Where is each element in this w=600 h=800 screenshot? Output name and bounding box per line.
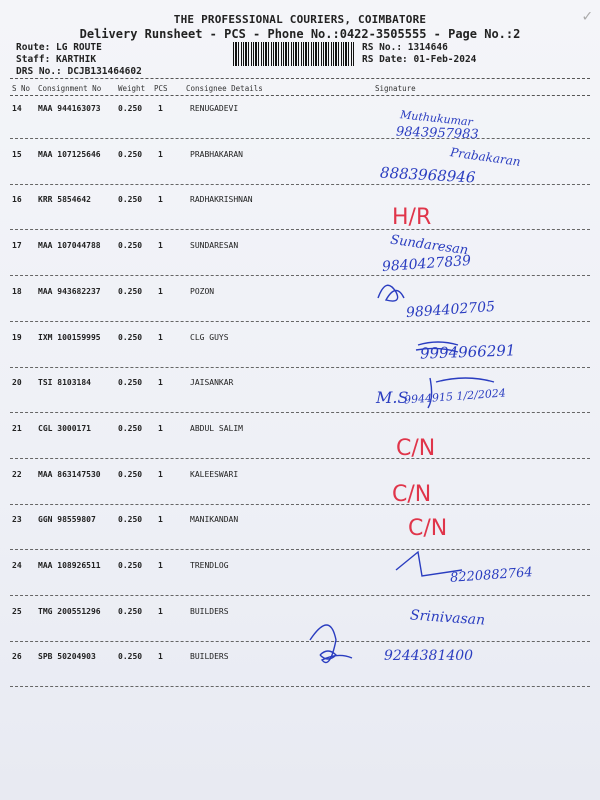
row-divider <box>10 686 590 687</box>
handwritten-signature: C/N <box>392 482 432 507</box>
row-consignee: RADHAKRISHNAN <box>190 195 253 205</box>
row-pcs: 1 <box>158 469 163 479</box>
row-consignee: CLG GUYS <box>190 332 229 342</box>
row-consignment-no: MAA 863147530 <box>38 469 101 479</box>
row-sno: 17 <box>12 241 22 251</box>
row-consignment-no: KRR 5854642 <box>38 195 91 205</box>
handwritten-signature: Prabakaran <box>449 145 522 169</box>
staff-label: Staff: KARTHIK <box>16 54 97 65</box>
handwritten-signature: C/N <box>408 516 448 541</box>
row-pcs: 1 <box>158 515 163 525</box>
handwritten-signature: 9244381400 <box>384 648 474 664</box>
row-weight: 0.250 <box>118 561 143 570</box>
row-sno: 20 <box>12 378 22 388</box>
col-signature: Signature <box>375 84 416 93</box>
row-consignment-no: CGL 3000171 <box>38 423 91 433</box>
row-weight: 0.250 <box>118 241 143 251</box>
runsheet-subtitle: Delivery Runsheet - PCS - Phone No.:0422-3505555 - Page No.:2 <box>79 27 521 41</box>
handwritten-signature: M.S <box>376 388 409 407</box>
row-sno: 23 <box>12 515 22 525</box>
row-consignment-no: IXM 100159995 <box>38 332 101 342</box>
row-consignment-no: MAA 108926511 <box>38 561 101 570</box>
row-sno: 14 <box>12 104 22 113</box>
row-consignee: BUILDERS <box>190 652 229 662</box>
col-consignee: Consignee Details <box>186 84 263 93</box>
row-sno: 16 <box>12 195 22 205</box>
handwritten-signature: Sundaresan <box>389 232 470 259</box>
row-consignment-no: TSI 8103184 <box>38 378 91 388</box>
row-consignment-no: MAA 107044788 <box>38 241 101 251</box>
row-consignee: RENUGADEVI <box>190 104 239 113</box>
row-consignment-no: MAA 107125646 <box>38 149 101 159</box>
row-consignee: JAISANKAR <box>190 378 234 388</box>
handwritten-signature: 9944915 1/2/2024 <box>403 386 507 407</box>
row-consignee: PRABHAKARAN <box>190 149 243 159</box>
row-sno: 22 <box>12 469 22 479</box>
company-title: THE PROFESSIONAL COURIERS, COIMBATORE <box>173 13 427 26</box>
row-weight: 0.250 <box>118 149 143 159</box>
row-consignee: BUILDERS <box>190 606 229 616</box>
table-row <box>0 460 600 506</box>
row-pcs: 1 <box>158 332 163 342</box>
row-consignee: SUNDARESAN <box>190 241 239 251</box>
row-pcs: 1 <box>158 104 163 113</box>
header-divider <box>10 78 590 79</box>
table-row <box>0 94 600 140</box>
table-row <box>0 505 600 551</box>
table-row <box>0 231 600 277</box>
row-pcs: 1 <box>158 149 163 159</box>
row-pcs: 1 <box>158 286 163 296</box>
row-consignment-no: SPB 50204903 <box>38 652 96 662</box>
row-consignment-no: MAA 944163073 <box>38 104 101 113</box>
handwritten-signature: 8220882764 <box>449 565 534 586</box>
handwritten-signature: 9894402705 <box>405 298 496 322</box>
drs-number: DRS No.: DCJB131464602 <box>16 66 142 77</box>
row-weight: 0.250 <box>118 104 143 113</box>
row-pcs: 1 <box>158 423 163 433</box>
table-row <box>0 185 600 231</box>
row-weight: 0.250 <box>118 515 143 525</box>
row-consignment-no: TMG 200551296 <box>38 606 101 616</box>
row-sno: 18 <box>12 286 22 296</box>
rs-number: RS No.: 1314646 <box>362 42 448 53</box>
col-consignment: Consignment No <box>38 84 102 93</box>
handwritten-signature: 9840427839 <box>381 252 472 276</box>
row-sno: 21 <box>12 423 22 433</box>
row-weight: 0.250 <box>118 378 143 388</box>
handwritten-signature: 9843957983 <box>395 124 479 143</box>
col-pcs: PCS <box>154 84 168 93</box>
row-weight: 0.250 <box>118 286 143 296</box>
col-sno: S No <box>12 84 31 93</box>
handwritten-signature: Muthukumar <box>399 108 474 129</box>
row-pcs: 1 <box>158 378 163 388</box>
row-weight: 0.250 <box>118 332 143 342</box>
route-label: Route: LG ROUTE <box>16 42 102 53</box>
corner-mark-icon: ✓ <box>582 6 592 25</box>
row-weight: 0.250 <box>118 606 143 616</box>
row-pcs: 1 <box>158 241 163 251</box>
row-consignment-no: MAA 943682237 <box>38 286 101 296</box>
row-sno: 25 <box>12 606 22 616</box>
table-row <box>0 642 600 688</box>
handwritten-signature: Srinivasan <box>409 607 486 629</box>
handwritten-signature: H/R <box>392 205 432 230</box>
row-pcs: 1 <box>158 561 163 570</box>
row-consignee: ABDUL SALIM <box>190 423 243 433</box>
row-weight: 0.250 <box>118 469 143 479</box>
handwritten-signature: 9994966291 <box>419 341 516 363</box>
row-pcs: 1 <box>158 195 163 205</box>
row-weight: 0.250 <box>118 423 143 433</box>
row-consignee: KALEESWARI <box>190 469 239 479</box>
row-sno: 26 <box>12 652 22 662</box>
row-pcs: 1 <box>158 606 163 616</box>
rs-date: RS Date: 01-Feb-2024 <box>362 54 477 65</box>
handwritten-signature: C/N <box>396 436 436 461</box>
row-consignee: POZON <box>190 286 215 296</box>
row-consignment-no: GGN 98559807 <box>38 515 96 525</box>
table-row <box>0 597 600 643</box>
row-sno: 15 <box>12 149 22 159</box>
table-row <box>0 368 600 414</box>
row-weight: 0.250 <box>118 195 143 205</box>
row-consignee: TRENDLOG <box>190 561 229 570</box>
col-weight: Weight <box>118 84 146 93</box>
barcode-icon <box>233 42 355 66</box>
row-weight: 0.250 <box>118 652 143 662</box>
table-row <box>0 414 600 460</box>
row-sno: 24 <box>12 561 22 570</box>
row-consignee: MANIKANDAN <box>190 515 239 525</box>
table-row <box>0 277 600 323</box>
row-sno: 19 <box>12 332 22 342</box>
row-pcs: 1 <box>158 652 163 662</box>
handwritten-signature: 8883968946 <box>379 163 476 187</box>
